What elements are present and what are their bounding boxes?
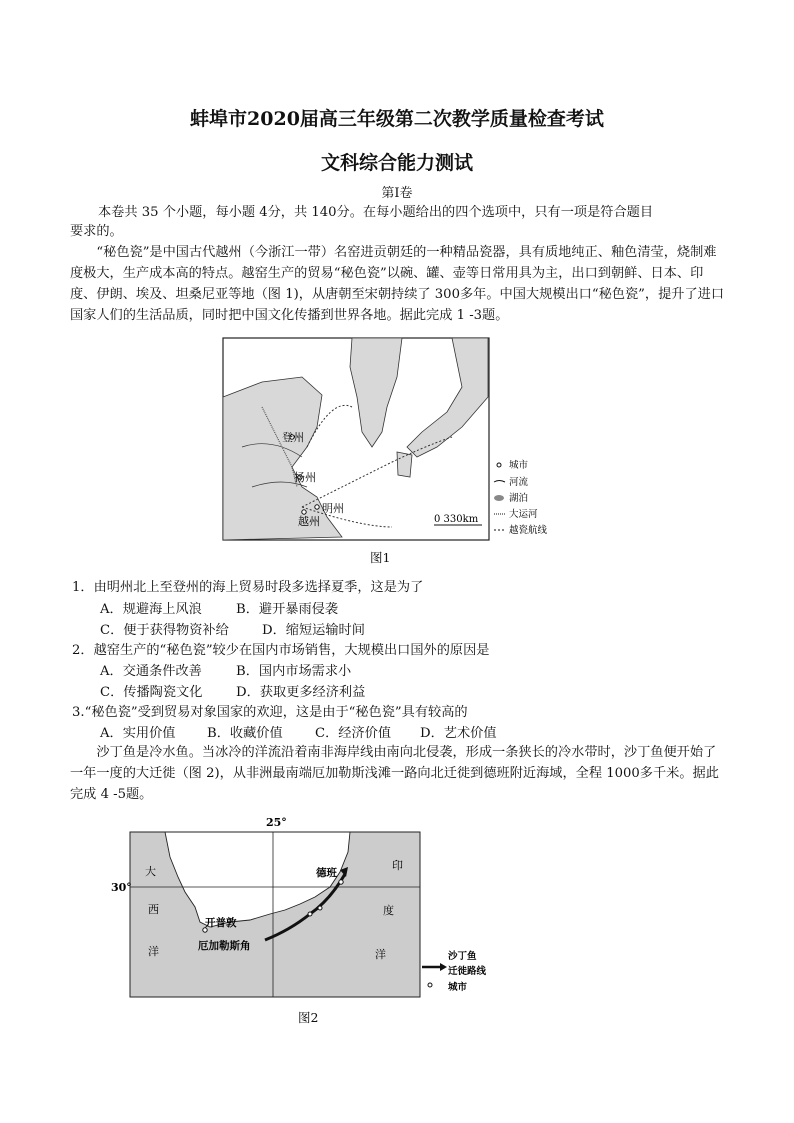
indian-char-3: 洋 <box>375 948 386 961</box>
label-capetown: 开普敦 <box>205 917 237 929</box>
label-yangzhou: 扬州 <box>294 471 316 484</box>
question-2-option-b: B．国内市场需求小 <box>236 664 352 679</box>
question-2-option-c: C．传播陶瓷文化 <box>100 685 203 700</box>
legend-city: 城市 <box>509 460 529 471</box>
passage-1: “秘色瓷”是中国古代越州（今浙江一带）名窑进贡朝廷的一种精品瓷器，具有质地纯正、釉色清莹，烧制难度极大，生产成本高的特点。越窑生产的贸易“秘色瓷”以碗、罐、壶等日常用具为主，出口到朝鲜、日本、印度、伊朗、埃及、坦桑尼亚等地（图 1)，从唐朝至宋朝持续了 300多年。中国大规模出口“秘色瓷”，提升了进口国家人们的生活品质，同时把中国文化传播到世界各地。据此完成 1 -3题。 <box>70 245 725 323</box>
question-1-option-b: B．避开暴雨侵袭 <box>236 602 339 617</box>
exam-title: 蚌埠市2020届高三年级第二次教学质量检查考试 <box>190 108 604 130</box>
legend-route: 迁徙路线 <box>448 966 487 977</box>
indian-char-1: 印 <box>392 859 403 872</box>
question-3-option-b: B．收藏价值 <box>207 726 283 741</box>
legend-sardine: 沙丁鱼 <box>448 951 477 962</box>
city-marker-yuezhou <box>302 510 306 514</box>
legend-city-icon <box>428 983 432 987</box>
city-marker <box>318 906 322 910</box>
atlantic-char-3: 洋 <box>148 945 159 958</box>
question-3-option-a: A．实用价值 <box>100 726 176 741</box>
question-3-stem: 3.“秘色瓷”受到贸易对象国家的欢迎，这是由于“秘色瓷”具有较高的 <box>72 705 468 720</box>
indian-char-2: 度 <box>383 904 394 917</box>
exam-subtitle: 文科综合能力测试 <box>320 152 473 174</box>
legend-route: 越瓷航线 <box>509 525 548 536</box>
question-2-option-d: D．获取更多经济利益 <box>236 685 366 700</box>
lat-label: 30° <box>111 881 132 894</box>
legend-canal: 大运河 <box>509 509 538 520</box>
figure-2-caption: 图2 <box>298 1010 319 1025</box>
question-3-option-d: D．艺术价值 <box>420 726 497 741</box>
legend-city-icon <box>497 463 501 467</box>
legend-arrowhead <box>440 963 447 971</box>
atlantic-char-2: 西 <box>148 903 159 916</box>
passage-2: 沙丁鱼是冷水鱼。当冰冷的洋流沿着南非海岸线由南向北侵袭，形成一条狭长的冷水带时，沙丁鱼便开始了一年一度的大迁徙（图 2)，从非洲最南端厄加勒斯浅滩一路向北迁徙到德班附近海域，全程 1000多千米。据此完成 4 -5题。 <box>70 745 719 802</box>
legend-lake-icon <box>494 495 504 501</box>
intro-line-1: 本卷共 35 个小题，每小题 4分，共 140分。在每小题给出的四个选项中，只有一项是符合题目 <box>98 205 654 220</box>
question-1-stem: 1．由明州北上至登州的海上贸易时段多选择夏季，这是为了 <box>72 580 424 595</box>
question-1-option-d: D．缩短运输时间 <box>262 623 365 638</box>
label-yuezhou: 越州 <box>298 515 320 528</box>
label-durban: 德班 <box>316 867 337 879</box>
figure-1-map <box>222 337 572 542</box>
legend-lake: 湖泊 <box>509 493 529 504</box>
city-marker-mingzhou <box>315 505 319 509</box>
lon-label: 25° <box>266 816 287 829</box>
label-agulhas: 厄加勒斯角 <box>198 940 251 952</box>
legend-river-icon <box>494 481 505 483</box>
question-2-option-a: A．交通条件改善 <box>100 664 202 679</box>
label-mingzhou: 明州 <box>322 502 344 515</box>
figure-1-caption: 图1 <box>370 550 391 565</box>
atlantic-char-1: 大 <box>145 865 156 878</box>
section-label: 第I卷 <box>381 186 413 201</box>
scale-label: 0 330km <box>434 514 479 525</box>
city-marker <box>308 912 312 916</box>
figure-2-map <box>110 812 510 1002</box>
question-1-option-a: A．规避海上风浪 <box>100 602 202 617</box>
question-3-option-c: C．经济价值 <box>315 726 392 741</box>
intro-line-2: 要求的。 <box>70 224 123 239</box>
legend-city: 城市 <box>448 982 468 993</box>
question-2-stem: 2．越窑生产的“秘色瓷”较少在国内市场销售，大规模出口国外的原因是 <box>72 643 490 658</box>
kyushu-island <box>397 452 412 477</box>
city-durban <box>339 880 343 884</box>
question-1-option-c: C．便于获得物资补给 <box>100 623 229 638</box>
label-dengzhou: 登州 <box>282 431 304 444</box>
legend-river: 河流 <box>509 477 529 488</box>
